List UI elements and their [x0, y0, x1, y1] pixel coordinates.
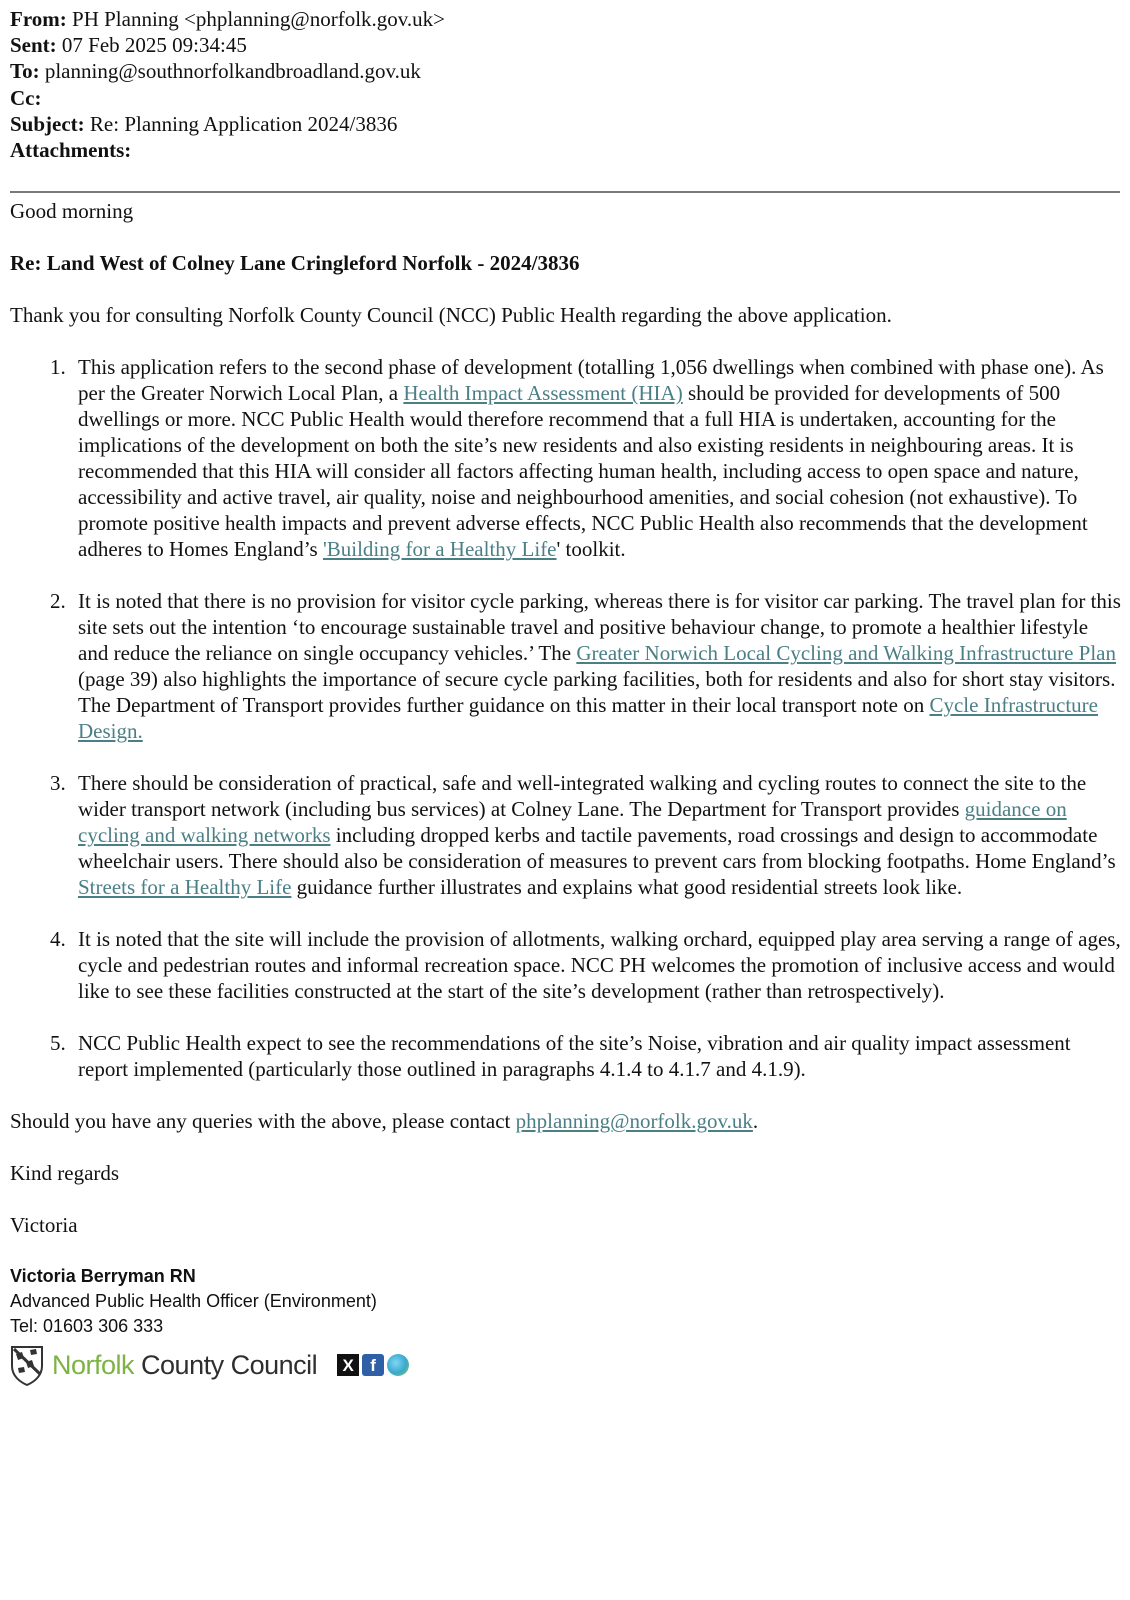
recommendations-list	[10, 354, 1121, 1082]
signature-block	[10, 1264, 1115, 1388]
streets-healthy-life-link[interactable]: Streets for a Healthy Life	[78, 875, 292, 900]
social-icons	[337, 1354, 409, 1376]
signature-role: Advanced Public Health Officer (Environment)	[10, 1291, 377, 1312]
lcwip-link[interactable]: Greater Norwich Local Cycling and Walking Infrastructure Plan	[576, 641, 1116, 666]
cycling-walking-networks-link[interactable]: guidance on cycling and walking networks	[78, 797, 1067, 848]
signature-tel: Tel: 01603 306 333	[10, 1316, 164, 1337]
council-logo-text: Norfolk County Council	[52, 1349, 318, 1380]
hia-link[interactable]: Health Impact Assessment (HIA)	[403, 381, 683, 406]
signature-name: Victoria Berryman RN	[10, 1266, 196, 1287]
from-row: From: PH Planning <phplanning@norfolk.gov.uk>	[10, 7, 446, 31]
greeting: Good morning	[10, 199, 134, 224]
subject-value: Re: Planning Application 2024/3836	[89, 111, 398, 136]
building-healthy-life-link[interactable]: 'Building for a Healthy Life	[322, 537, 557, 562]
email-document	[10, 6, 1121, 1388]
list-item: 1. This application refers to the second phase of development (totalling 1,056 dwellings when combined with phase one). As per the Greater Norwich Local Plan, a Health Impact Assessment (HIA) should be provided for developments of 500 dwellings or more. NCC Public Health would therefore recommend that a full HIA is undertaken, accounting for the implications of the development on both the site’s new residents and also existing residents in neighbouring areas. It is recommended that this HIA will consider all factors affecting human health, including access to open space and nature, accessibility and active travel, air quality, noise and neighbourhood amenities, and social cohesion (not exhaustive). To promote positive health impacts and prevent adverse effects, NCC Public Health also recommends that the development adheres to Homes England’s 'Building for a Healthy Life' toolkit.	[50, 355, 1104, 562]
list-item: 2. It is noted that there is no provision for visitor cycle parking, whereas there is for visitor car parking. The travel plan for this site sets out the intention ‘to encourage sustainable travel and positive behaviour change, to promote a healthier lifestyle and reduce the reliance on single occupancy vehicles.’ The Greater Norwich Local Cycling and Walking Infrastructure Plan (page 39) also highlights the importance of secure cycle parking facilities, both for residents and also for short stay visitors. The Department of Transport provides further guidance on this matter in their local transport note on Cycle Infrastructure Design.	[50, 589, 1121, 744]
x-twitter-icon[interactable]: X	[337, 1354, 359, 1376]
list-item: 3. There should be consideration of practical, safe and well-integrated walking and cycling routes to connect the site to the wider transport network (including bus services) at Colney Lane. The Department for Transport provides guidance on cycling and walking networks including dropped kerbs and tactile pavements, road crossings and design to accommodate wheelchair users. There should also be consideration of measures to prevent cars from blocking footpaths. Home England’s Streets for a Healthy Life guidance further illustrates and explains what good residential streets look like.	[50, 771, 1116, 900]
header-divider	[10, 191, 1120, 193]
re-line: Re: Land West of Colney Lane Cringleford Norfolk - 2024/3836	[10, 251, 580, 276]
sent-value: 07 Feb 2025 09:34:45	[61, 33, 247, 58]
email-header	[10, 6, 1115, 163]
closing: Kind regards	[10, 1161, 120, 1186]
sent-row: Sent: 07 Feb 2025 09:34:45	[10, 33, 247, 58]
subject-row: Subject: Re: Planning Application 2024/3836	[10, 111, 398, 136]
to-row: To: planning@southnorfolkandbroadland.gov.uk	[10, 59, 421, 84]
from-value: PH Planning <phplanning@norfolk.gov.uk>	[72, 7, 446, 31]
norfolk-crest-icon	[10, 1344, 44, 1386]
list-item: 4. It is noted that the site will include the provision of allotments, walking orchard, equipped play area serving a range of ages, cycle and pedestrian routes and informal recreation space. NCC PH welcomes the promotion of inclusive access and would like to see these facilities constructed at the start of the site’s development (rather than retrospectively).	[50, 927, 1121, 1004]
council-logo-row	[10, 1342, 1115, 1388]
cc-row: Cc:	[10, 85, 42, 110]
attachments-row: Attachments:	[10, 138, 132, 163]
sender-first-name: Victoria	[10, 1213, 78, 1238]
queries-paragraph: Should you have any queries with the above, please contact phplanning@norfolk.gov.uk.	[10, 1109, 759, 1134]
cycle-infrastructure-link[interactable]: Cycle Infrastructure Design.	[78, 693, 1098, 744]
contact-email-link[interactable]: phplanning@norfolk.gov.uk	[515, 1109, 753, 1134]
list-item: 5. NCC Public Health expect to see the recommendations of the site’s Noise, vibration and air quality impact assessment report implemented (particularly those outlined in paragraphs 4.1.4 to 4.1.7 and 4.1.9).	[50, 1031, 1071, 1082]
thanks-paragraph: Thank you for consulting Norfolk County Council (NCC) Public Health regarding the above application.	[10, 303, 892, 328]
circle-social-icon[interactable]	[387, 1354, 409, 1376]
to-value: planning@southnorfolkandbroadland.gov.uk	[44, 59, 421, 84]
facebook-icon[interactable]: f	[362, 1354, 384, 1376]
